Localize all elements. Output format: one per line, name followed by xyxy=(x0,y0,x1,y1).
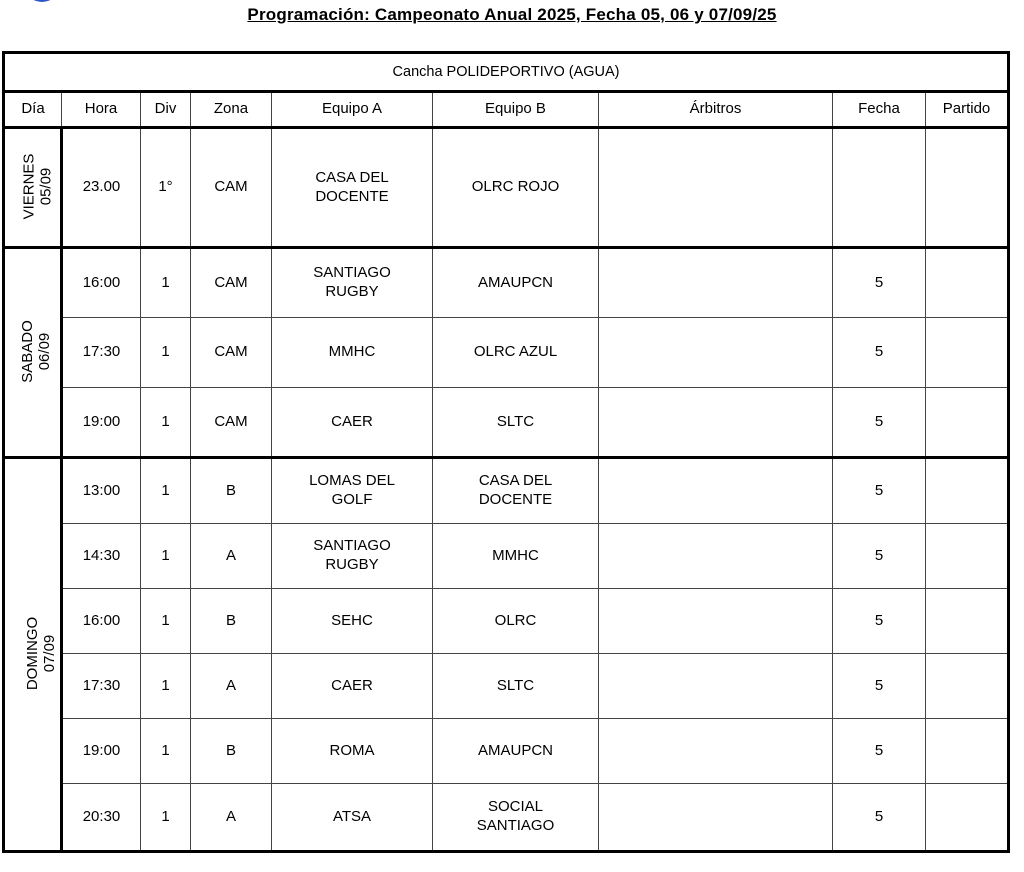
cell-equipo-a: LOMAS DEL GOLF xyxy=(272,458,433,524)
header-partido: Partido xyxy=(926,92,1009,128)
cell-zona: B xyxy=(191,458,272,524)
cell-div: 1 xyxy=(141,524,191,589)
cell-equipo-a: CASA DEL DOCENTE xyxy=(272,128,433,248)
table-row xyxy=(4,524,1009,589)
table-row xyxy=(4,388,1009,458)
cell-partido xyxy=(926,128,1009,248)
cell-hora: 20:30 xyxy=(62,784,141,852)
cell-partido xyxy=(926,719,1009,784)
venue-header: Cancha POLIDEPORTIVO (AGUA) xyxy=(4,53,1009,92)
cell-equipo-a: MMHC xyxy=(272,318,433,388)
day-name: VIERNES xyxy=(20,153,38,220)
cell-equipo-b: MMHC xyxy=(433,524,599,589)
cell-partido xyxy=(926,458,1009,524)
cell-arbitros xyxy=(599,458,833,524)
cell-arbitros xyxy=(599,654,833,719)
cell-hora: 17:30 xyxy=(62,654,141,719)
day-label xyxy=(21,154,54,220)
cell-hora: 19:00 xyxy=(62,388,141,458)
cell-equipo-b: CASA DEL DOCENTE xyxy=(433,458,599,524)
cell-div: 1° xyxy=(141,128,191,248)
club-logo xyxy=(22,0,90,4)
cell-hora: 16:00 xyxy=(62,248,141,318)
cell-zona: CAM xyxy=(191,388,272,458)
cell-hora: 19:00 xyxy=(62,719,141,784)
page-title: Programación: Campeonato Anual 2025, Fecha 05, 06 y 07/09/25 xyxy=(247,5,777,24)
cell-zona: B xyxy=(191,719,272,784)
cell-arbitros xyxy=(599,784,833,852)
header-arbitros: Árbitros xyxy=(599,92,833,128)
cell-equipo-b: SOCIAL SANTIAGO xyxy=(433,784,599,852)
cell-div: 1 xyxy=(141,248,191,318)
table-row xyxy=(4,589,1009,654)
cell-arbitros xyxy=(599,719,833,784)
cell-zona: A xyxy=(191,654,272,719)
header-div: Div xyxy=(141,92,191,128)
day-name: SABADO xyxy=(18,320,36,384)
cell-partido xyxy=(926,248,1009,318)
cell-equipo-a: SEHC xyxy=(272,589,433,654)
cell-fecha: 5 xyxy=(833,654,926,719)
cell-fecha: 5 xyxy=(833,784,926,852)
cell-equipo-a: CAER xyxy=(272,388,433,458)
header-equipo-a: Equipo A xyxy=(272,92,433,128)
cell-arbitros xyxy=(599,128,833,248)
cell-zona: B xyxy=(191,589,272,654)
cell-arbitros xyxy=(599,524,833,589)
cell-arbitros xyxy=(599,589,833,654)
cell-zona: A xyxy=(191,784,272,852)
cell-equipo-a: CAER xyxy=(272,654,433,719)
header-fecha: Fecha xyxy=(833,92,926,128)
cell-partido xyxy=(926,784,1009,852)
cell-fecha: 5 xyxy=(833,589,926,654)
header-zona: Zona xyxy=(191,92,272,128)
day-cell xyxy=(4,248,62,458)
table-row xyxy=(4,719,1009,784)
cell-fecha: 5 xyxy=(833,318,926,388)
cell-zona: CAM xyxy=(191,128,272,248)
header-hora: Hora xyxy=(62,92,141,128)
header-dia: Día xyxy=(4,92,62,128)
day-name: DOMINGO xyxy=(24,617,42,691)
day-date: 05/09 xyxy=(36,168,54,206)
day-label xyxy=(20,321,53,384)
cell-partido xyxy=(926,318,1009,388)
cell-fecha xyxy=(833,128,926,248)
cell-zona: CAM xyxy=(191,318,272,388)
day-date: 06/09 xyxy=(35,333,53,371)
cell-partido xyxy=(926,654,1009,719)
cell-equipo-b: AMAUPCN xyxy=(433,248,599,318)
cell-div: 1 xyxy=(141,458,191,524)
cell-zona: CAM xyxy=(191,248,272,318)
header-equipo-b: Equipo B xyxy=(433,92,599,128)
cell-equipo-b: OLRC ROJO xyxy=(433,128,599,248)
cell-equipo-a: ATSA xyxy=(272,784,433,852)
cell-fecha: 5 xyxy=(833,719,926,784)
cell-equipo-b: AMAUPCN xyxy=(433,719,599,784)
cell-hora: 17:30 xyxy=(62,318,141,388)
day-cell xyxy=(4,458,62,852)
table-row xyxy=(4,458,1009,524)
cell-fecha: 5 xyxy=(833,388,926,458)
cell-arbitros xyxy=(599,318,833,388)
cell-div: 1 xyxy=(141,589,191,654)
cell-partido xyxy=(926,524,1009,589)
cell-fecha: 5 xyxy=(833,248,926,318)
cell-equipo-a: ROMA xyxy=(272,719,433,784)
table-row xyxy=(4,654,1009,719)
cell-partido xyxy=(926,589,1009,654)
cell-equipo-b: SLTC xyxy=(433,388,599,458)
cell-arbitros xyxy=(599,248,833,318)
cell-div: 1 xyxy=(141,784,191,852)
cell-div: 1 xyxy=(141,318,191,388)
cell-div: 1 xyxy=(141,719,191,784)
cell-equipo-b: SLTC xyxy=(433,654,599,719)
cell-zona: A xyxy=(191,524,272,589)
day-label xyxy=(25,617,58,690)
cell-equipo-b: OLRC AZUL xyxy=(433,318,599,388)
cell-hora: 23.00 xyxy=(62,128,141,248)
cell-arbitros xyxy=(599,388,833,458)
table-row xyxy=(4,784,1009,852)
cell-partido xyxy=(926,388,1009,458)
cell-div: 1 xyxy=(141,654,191,719)
cell-fecha: 5 xyxy=(833,524,926,589)
column-headers xyxy=(4,92,1009,128)
cell-fecha: 5 xyxy=(833,458,926,524)
table-row xyxy=(4,128,1009,248)
schedule-table xyxy=(2,51,1010,853)
table-row xyxy=(4,318,1009,388)
day-cell xyxy=(4,128,62,248)
cell-hora: 13:00 xyxy=(62,458,141,524)
cell-equipo-b: OLRC xyxy=(433,589,599,654)
cell-div: 1 xyxy=(141,388,191,458)
cell-equipo-a: SANTIAGO RUGBY xyxy=(272,524,433,589)
day-date: 07/09 xyxy=(40,635,58,673)
cell-hora: 16:00 xyxy=(62,589,141,654)
cell-equipo-a: SANTIAGO RUGBY xyxy=(272,248,433,318)
table-row xyxy=(4,248,1009,318)
cell-hora: 14:30 xyxy=(62,524,141,589)
